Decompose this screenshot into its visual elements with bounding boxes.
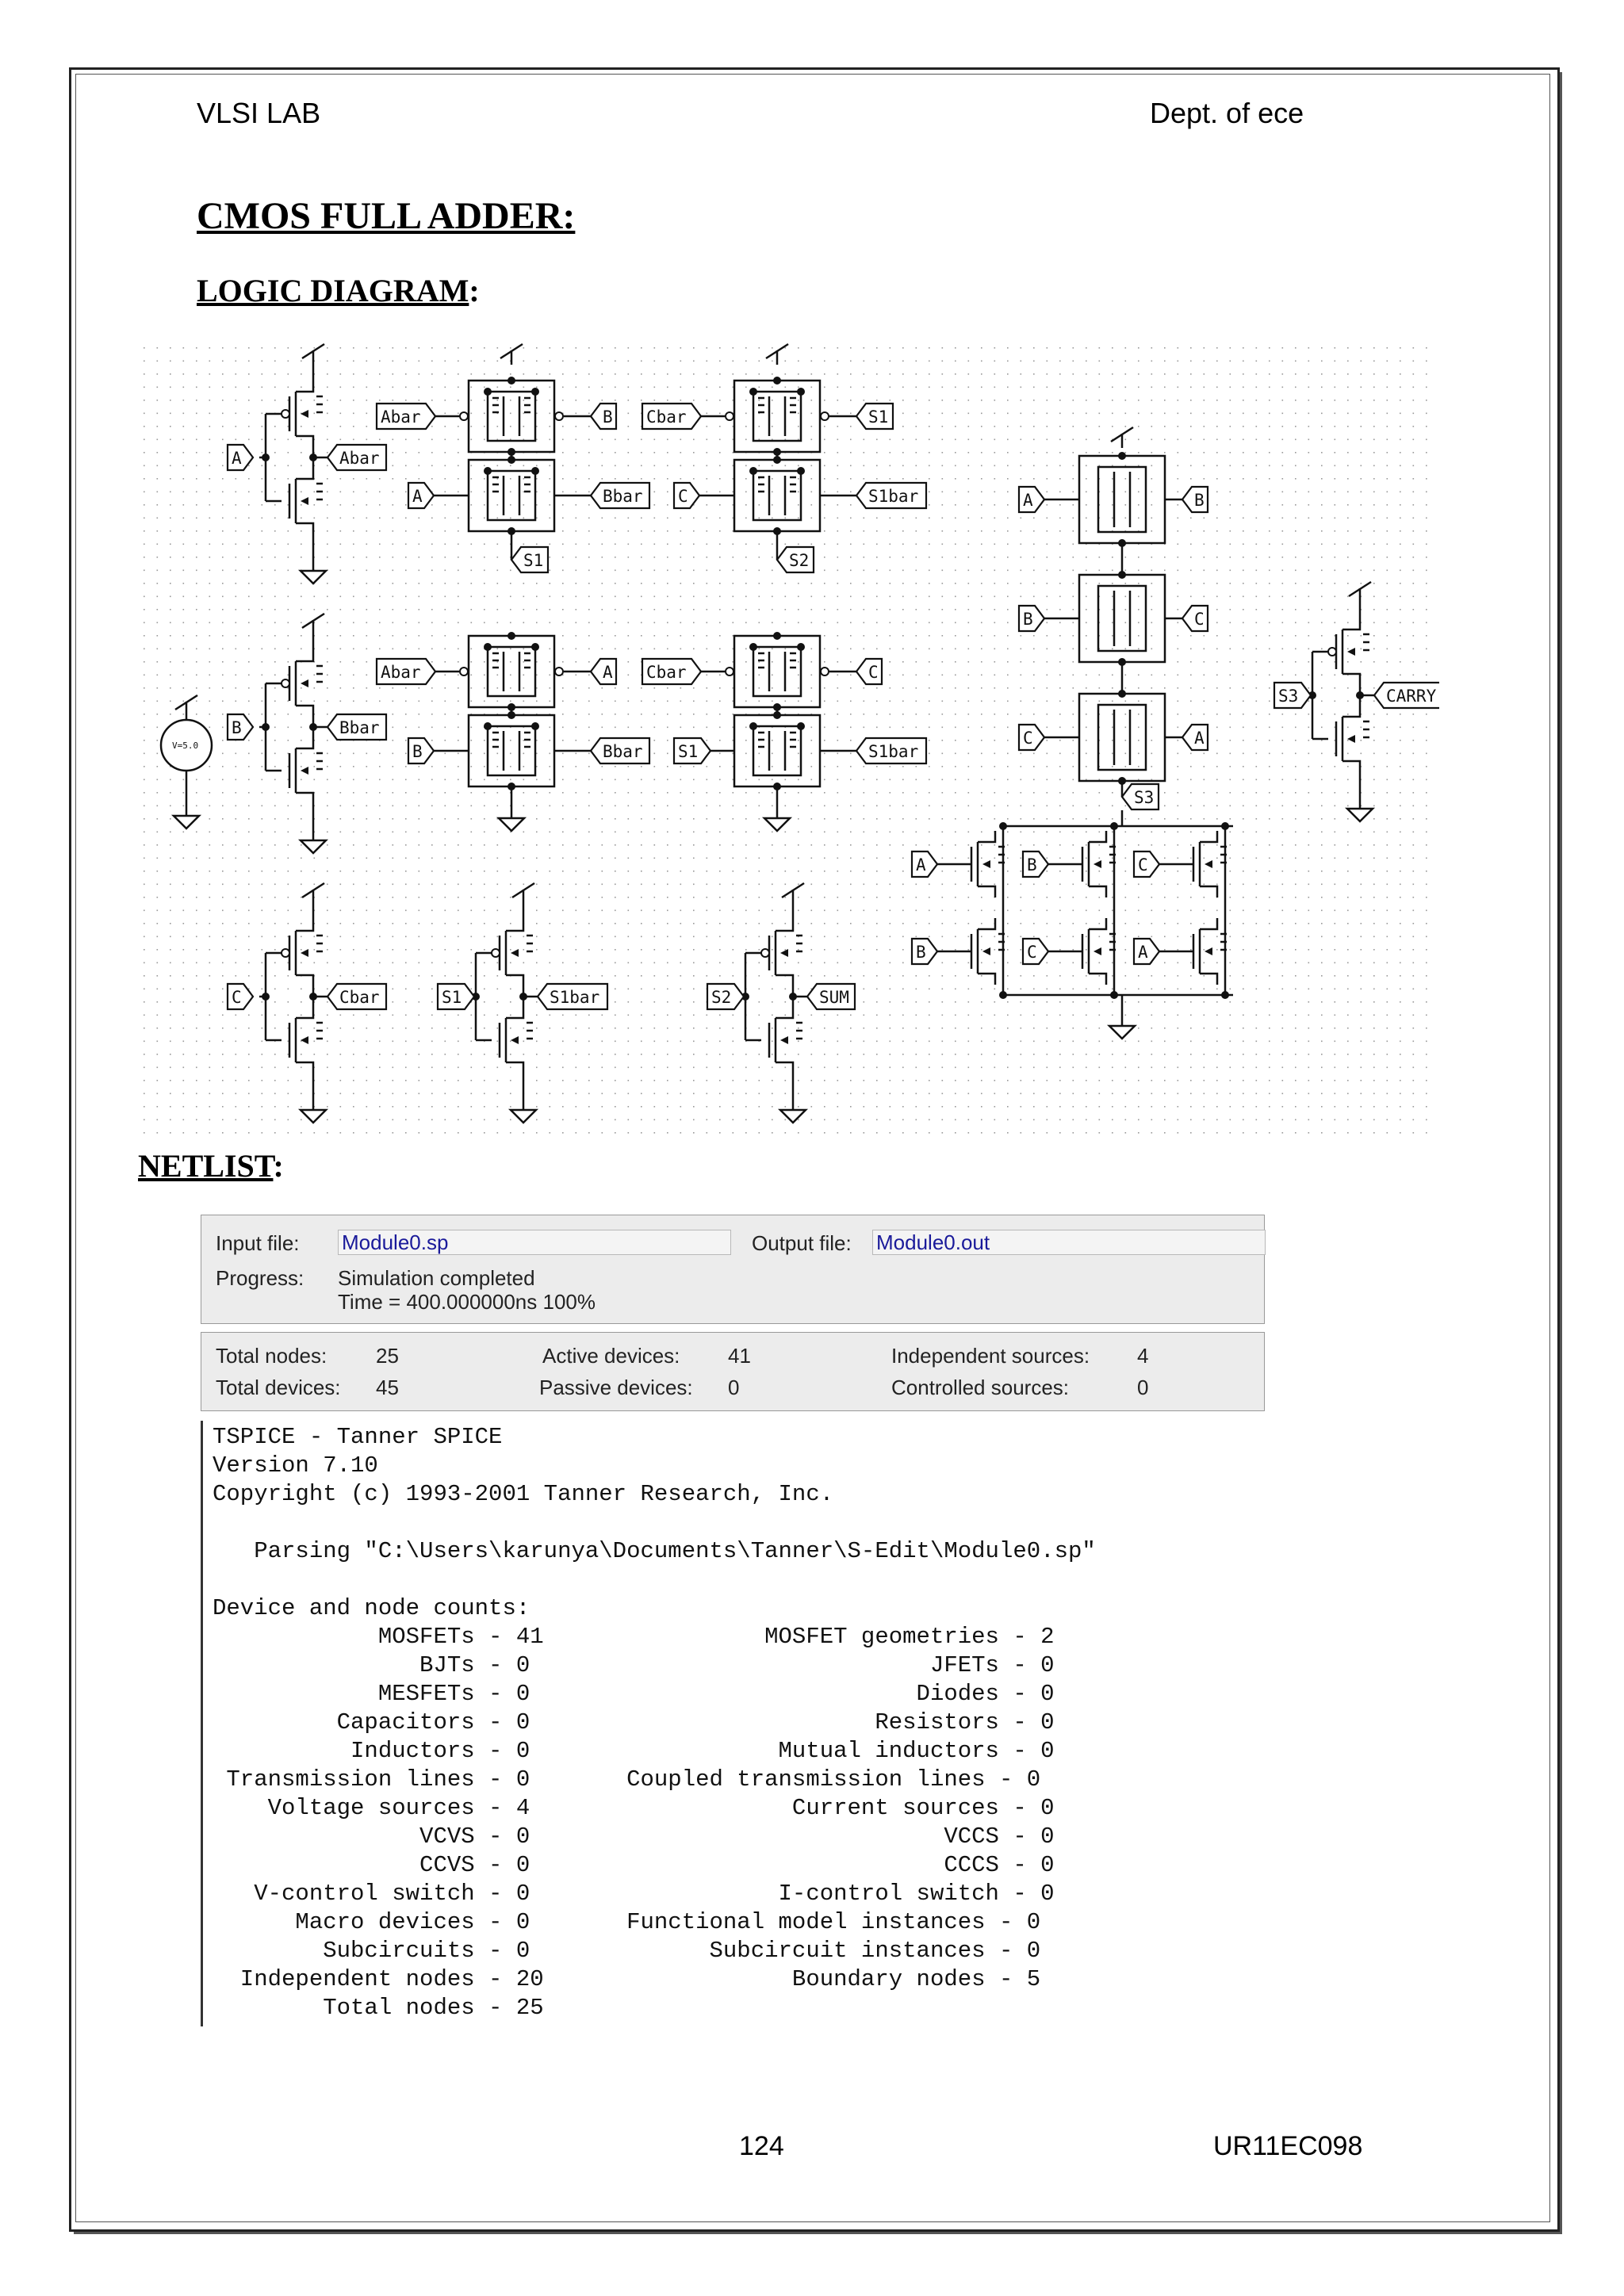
- port-label-text: B: [1023, 610, 1033, 629]
- port-label-bbar: [327, 714, 386, 740]
- port-label-b: [1182, 487, 1208, 512]
- junction-dot: [1110, 991, 1118, 999]
- port-label-b: [408, 738, 434, 763]
- port-label-text: Bbar: [339, 718, 380, 737]
- port-label-text: Abar: [381, 408, 421, 427]
- junction-dot: [484, 643, 492, 651]
- port-label-text: C: [1138, 855, 1148, 874]
- log-line: CCVS - 0 CCCS - 0: [213, 1852, 1055, 1878]
- port-label-c: [228, 984, 253, 1009]
- port-label-text: Cbar: [339, 988, 380, 1007]
- log-line: MESFETs - 0 Diodes - 0: [213, 1681, 1055, 1707]
- port-label-text: C: [1194, 610, 1205, 629]
- log-line: Inductors - 0 Mutual inductors - 0: [213, 1738, 1055, 1764]
- xor-stage-1-bottom: [434, 632, 591, 831]
- junction-dot: [531, 388, 539, 396]
- junction-dot: [797, 643, 805, 651]
- log-line: Copyright (c) 1993-2001 Tanner Research, Inc.: [213, 1481, 834, 1507]
- port-label-text: A: [1023, 491, 1033, 510]
- junction-dot: [749, 722, 757, 730]
- output-file-field[interactable]: Module0.out: [872, 1230, 1266, 1255]
- output-file-label: Output file:: [752, 1231, 852, 1255]
- progress-status: Simulation completed: [338, 1266, 535, 1290]
- port-label-s3: [1274, 683, 1311, 708]
- passive-devices-value: 0: [728, 1376, 740, 1399]
- port-label-text: S1: [678, 742, 699, 761]
- junction-dot: [797, 467, 805, 475]
- log-line: VCVS - 0 VCCS - 0: [213, 1823, 1055, 1850]
- port-label-s1: [511, 547, 548, 572]
- junction-dot: [1118, 690, 1126, 698]
- junction-dot: [531, 467, 539, 475]
- port-label-carry: [1374, 683, 1439, 708]
- junction-dot: [797, 388, 805, 396]
- log-line: MOSFETs - 41 MOSFET geometries - 2: [213, 1624, 1055, 1650]
- junction-dot: [508, 377, 515, 385]
- junction-dot: [484, 467, 492, 475]
- log-line: Transmission lines - 0 Coupled transmission lines - 0: [213, 1766, 1041, 1793]
- port-label-s1bar: [856, 738, 926, 763]
- active-devices-label: Active devices:: [542, 1344, 680, 1368]
- port-label-text: S1: [523, 551, 544, 570]
- junction-dot: [749, 388, 757, 396]
- junction-dot: [484, 722, 492, 730]
- independent-sources-value: 4: [1137, 1344, 1149, 1368]
- port-label-text: Abar: [381, 663, 421, 682]
- total-devices-value: 45: [376, 1376, 399, 1399]
- port-label-text: C: [868, 663, 879, 682]
- port-label-cbar: [642, 659, 701, 684]
- port-label-sum: [807, 984, 855, 1009]
- xor-stage-2-bottom: [701, 632, 856, 831]
- log-line: Independent nodes - 20 Boundary nodes - 5: [213, 1966, 1041, 1992]
- inverter-c: [259, 883, 327, 1123]
- port-label-s1: [856, 404, 893, 429]
- port-label-text: CARRY: [1386, 687, 1437, 706]
- active-devices-value: 41: [728, 1344, 751, 1368]
- carry-pullup-network: [1044, 427, 1182, 826]
- passive-devices-label: Passive devices:: [539, 1376, 693, 1399]
- port-label-text: Bbar: [603, 742, 643, 761]
- input-file-label: Input file:: [216, 1231, 300, 1255]
- port-label-text: SUM: [819, 988, 849, 1007]
- port-label-text: B: [1027, 855, 1037, 874]
- port-label-text: S1: [868, 408, 889, 427]
- port-label-text: A: [603, 663, 613, 682]
- port-label-a: [1019, 487, 1044, 512]
- voltage-source: [161, 695, 212, 828]
- port-label-b: [1019, 606, 1044, 631]
- junction-dot: [1110, 822, 1118, 830]
- port-label-text: S2: [789, 551, 810, 570]
- port-label-b: [912, 939, 937, 964]
- port-label-text: A: [1194, 729, 1205, 748]
- port-label-text: B: [1194, 491, 1205, 510]
- port-label-abar: [377, 404, 435, 429]
- logic-diagram-colon: :: [469, 273, 480, 308]
- log-line: Voltage sources - 4 Current sources - 0: [213, 1795, 1055, 1821]
- port-label-text: A: [1138, 943, 1148, 962]
- log-line: Parsing "C:\Users\karunya\Documents\Tanner\S-Edit\Module0.sp": [213, 1538, 1096, 1564]
- port-label-c: [856, 659, 882, 684]
- carry-pulldown-network: [937, 822, 1233, 1039]
- inverter-carry: [1306, 582, 1374, 821]
- controlled-sources-label: Controlled sources:: [891, 1376, 1069, 1399]
- junction-dot: [531, 722, 539, 730]
- port-label-text: B: [232, 718, 242, 737]
- port-label-s1: [674, 738, 710, 763]
- port-label-s1bar: [538, 984, 607, 1009]
- port-label-cbar: [642, 404, 701, 429]
- port-label-text: B: [916, 943, 926, 962]
- port-label-text: A: [412, 487, 423, 506]
- port-label-text: S2: [711, 988, 732, 1007]
- port-label-text: C: [1023, 729, 1033, 748]
- log-line: BJTs - 0 JFETs - 0: [213, 1652, 1055, 1678]
- port-label-text: Bbar: [603, 487, 643, 506]
- port-label-a: [591, 659, 616, 684]
- port-label-b: [1023, 851, 1048, 877]
- port-label-text: B: [412, 742, 423, 761]
- port-label-text: S1bar: [868, 487, 919, 506]
- port-label-s1bar: [856, 483, 926, 508]
- port-label-abar: [377, 659, 435, 684]
- log-line: Total nodes - 25: [213, 1995, 544, 2021]
- junction-dot: [797, 722, 805, 730]
- port-label-text: S3: [1134, 788, 1155, 807]
- simulation-status-panel: [201, 1215, 1265, 1324]
- inverter-a: [259, 344, 327, 584]
- junction-dot: [484, 388, 492, 396]
- port-label-s1: [438, 984, 474, 1009]
- port-label-c: [674, 483, 699, 508]
- page-title: CMOS FULL ADDER:: [197, 195, 576, 237]
- log-line: Device and node counts:: [213, 1595, 530, 1621]
- independent-sources-label: Independent sources:: [891, 1344, 1090, 1368]
- xor-stage-2-top: [699, 344, 856, 560]
- total-nodes-label: Total nodes:: [216, 1344, 327, 1368]
- junction-dot: [773, 632, 781, 640]
- port-label-s2: [777, 547, 814, 572]
- log-line: Capacitors - 0 Resistors - 0: [213, 1709, 1055, 1735]
- port-label-c: [1134, 851, 1159, 877]
- port-label-text: A: [232, 449, 242, 468]
- input-file-field[interactable]: Module0.sp: [338, 1230, 731, 1255]
- page-number: 124: [739, 2131, 784, 2161]
- port-label-b: [228, 714, 253, 740]
- port-label-text: B: [603, 408, 613, 427]
- port-label-text: C: [1027, 943, 1037, 962]
- port-label-s2: [707, 984, 744, 1009]
- port-label-c: [1019, 725, 1044, 750]
- header-right: Dept. of ece: [1150, 97, 1304, 129]
- port-label-text: C: [678, 487, 688, 506]
- junction-dot: [531, 643, 539, 651]
- log-line: Subcircuits - 0 Subcircuit instances - 0: [213, 1938, 1041, 1964]
- port-label-c: [1023, 939, 1048, 964]
- netlist-colon: :: [273, 1148, 284, 1184]
- port-label-b: [591, 404, 616, 429]
- controlled-sources-value: 0: [1137, 1376, 1149, 1399]
- junction-dot: [1221, 991, 1229, 999]
- log-line: TSPICE - Tanner SPICE: [213, 1424, 503, 1450]
- port-label-cbar: [327, 984, 386, 1009]
- log-line: Version 7.10: [213, 1452, 378, 1479]
- netlist-label: NETLIST: [138, 1148, 274, 1184]
- port-label-a: [1134, 939, 1159, 964]
- junction-dot: [1118, 571, 1126, 579]
- progress-label: Progress:: [216, 1266, 304, 1290]
- junction-dot: [999, 991, 1007, 999]
- inverter-b: [259, 614, 327, 853]
- tspice-output-log: [201, 1421, 1267, 2026]
- inverter-sum: [739, 883, 807, 1123]
- port-label-abar: [327, 445, 386, 470]
- junction-dot: [749, 643, 757, 651]
- progress-time: Time = 400.000000ns 100%: [338, 1290, 596, 1314]
- port-label-text: Cbar: [646, 663, 687, 682]
- inverter-s1: [469, 883, 538, 1123]
- logic-diagram-heading: [197, 272, 480, 309]
- port-label-bbar: [591, 738, 649, 763]
- voltage-source-text: V=5.0: [172, 740, 199, 751]
- port-label-text: S3: [1278, 687, 1299, 706]
- port-label-text: S1bar: [550, 988, 600, 1007]
- port-label-text: A: [916, 855, 926, 874]
- log-line: V-control switch - 0 I-control switch - 0: [213, 1881, 1055, 1907]
- port-label-text: Abar: [339, 449, 380, 468]
- port-label-carry-node: [1122, 784, 1159, 809]
- device-summary-panel: [201, 1332, 1265, 1411]
- junction-dot: [773, 377, 781, 385]
- log-line: Macro devices - 0 Functional model instances - 0: [213, 1909, 1041, 1935]
- port-label-a: [228, 445, 253, 470]
- junction-dot: [1118, 452, 1126, 460]
- port-label-text: S1: [442, 988, 462, 1007]
- footer-id: UR11EC098: [1213, 2131, 1363, 2161]
- port-label-a: [912, 851, 937, 877]
- port-label-text: C: [232, 988, 242, 1007]
- total-devices-label: Total devices:: [216, 1376, 341, 1399]
- netlist-heading: [138, 1147, 284, 1184]
- logic-diagram-label: LOGIC DIAGRAM: [197, 273, 469, 308]
- port-label-a: [1182, 725, 1208, 750]
- header-left: VLSI LAB: [197, 97, 321, 129]
- junction-dot: [749, 467, 757, 475]
- junction-dot: [999, 822, 1007, 830]
- logic-diagram-schematic: [139, 341, 1439, 1142]
- port-label-a: [408, 483, 434, 508]
- port-label-text: S1bar: [868, 742, 919, 761]
- junction-dot: [508, 632, 515, 640]
- port-label-bbar: [591, 483, 649, 508]
- total-nodes-value: 25: [376, 1344, 399, 1368]
- port-label-c: [1182, 606, 1208, 631]
- junction-dot: [1221, 822, 1229, 830]
- xor-stage-1-top: [434, 344, 591, 560]
- port-label-text: Cbar: [646, 408, 687, 427]
